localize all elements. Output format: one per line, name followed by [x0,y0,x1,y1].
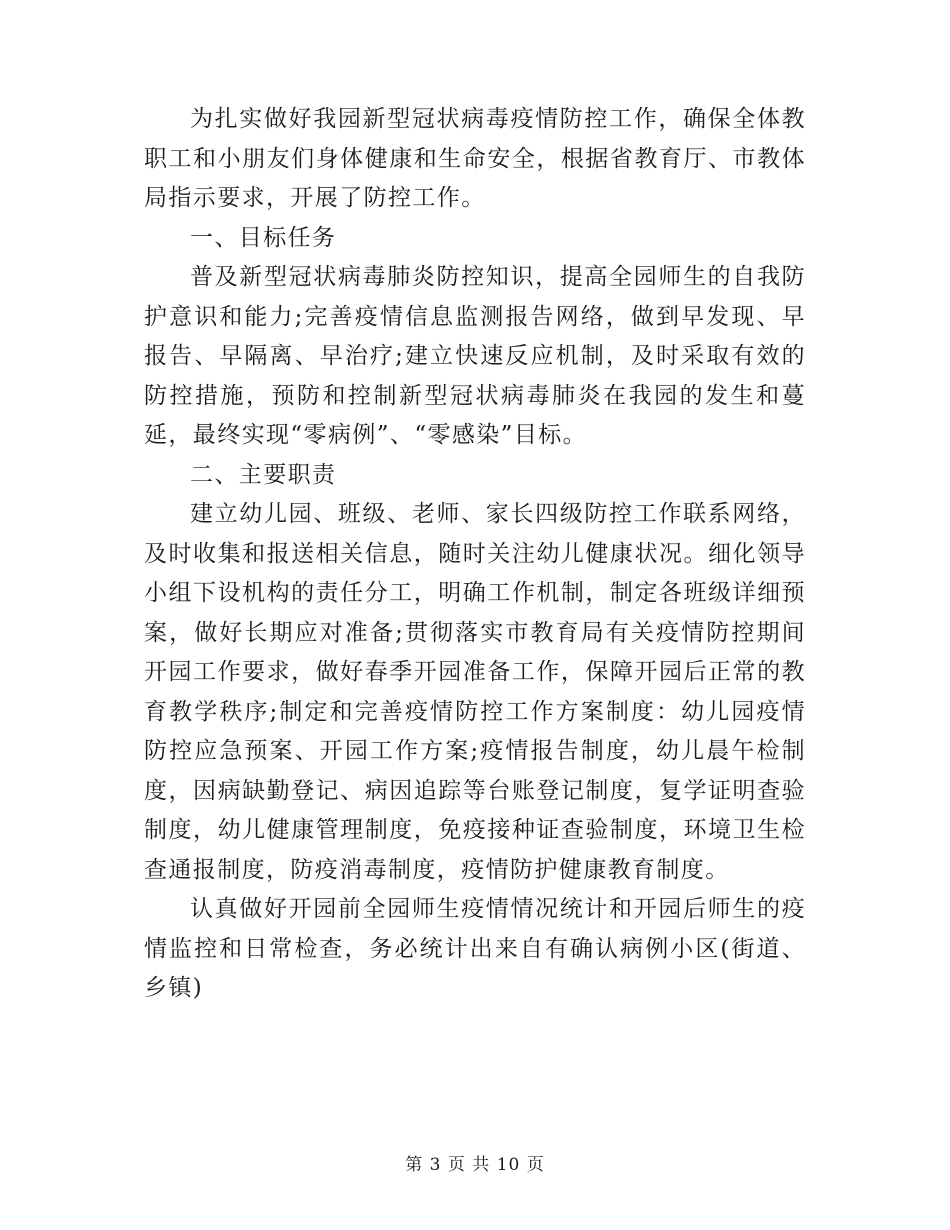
document-body [144,100,806,1009]
heading-objectives: 一、目标任务 [190,224,337,251]
heading-responsibilities: 二、主要职责 [190,461,337,488]
paragraph-statistics: 认真做好开园前全园师生疫情情况统计和开园后师生的疫情监控和日常检查，务必统计出来自有确认病例小区(街道、乡镇) [144,896,806,1001]
paragraph-objectives: 普及新型冠状病毒肺炎防控知识，提高全园师生的自我防护意识和能力;完善疫情信息监测报告网络，做到早发现、早报告、早隔离、早治疗;建立快速反应机制，及时采取有效的防控措施，预防和控制新型冠状病毒肺炎在我园的发生和蔓延，最终实现“零病例”、“零感染”目标。 [144,264,806,448]
paragraph-responsibilities: 建立幼儿园、班级、老师、家长四级防控工作联系网络，及时收集和报送相关信息，随时关注幼儿健康状况。细化领导小组下设机构的责任分工，明确工作机制，制定各班级详细预案，做好长期应对准备;贯彻落实市教育局有关疫情防控期间开园工作要求，做好春季开园准备工作，保障开园后正常的教育教学秩序;制定和完善疫情防控工作方案制度：幼儿园疫情防控应急预案、开园工作方案;疫情报告制度，幼儿晨午检制度，因病缺勤登记、病因追踪等台账登记制度，复学证明查验制度，幼儿健康管理制度，免疫接种证查验制度，环境卫生检查通报制度，防疫消毒制度，疫情防护健康教育制度。 [144,501,806,883]
page-number-footer: 第 3 页 共 10 页 [405,1155,545,1175]
paragraph-intro: 为扎实做好我园新型冠状病毒疫情防控工作，确保全体教职工和小朋友们身体健康和生命安全，根据省教育厅、市教体局指示要求，开展了防控工作。 [144,106,806,211]
